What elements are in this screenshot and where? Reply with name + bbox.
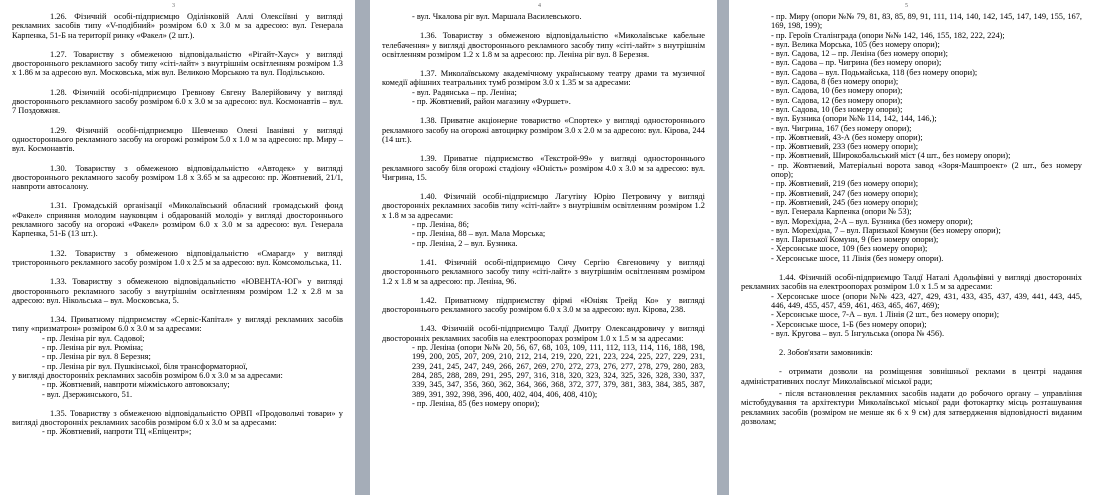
decision-item (382, 12, 705, 21)
decision-item: 1.38. Приватне акціонерне товариство «Спортек» у вигляді одностороннього рекламного засобу на огорожі автоцирку розміром 3.0 х 2.0 м за адресою: вул. Кірова, 244 (14 шт.). (382, 116, 705, 144)
address-line: - пр. Жовтневий, 43-А (без номеру опори); (771, 132, 923, 142)
item-continuation: у вигляді двосторонніх рекламних засобів розміром 6.0 х 3.0 м за адресами: (12, 370, 283, 380)
address-line: - Херсонське шосе, 1-Б (без номеру опори); (771, 319, 927, 329)
decision-item: 1.36. Товариству з обмеженою відповідальністю «Миколаївське кабельне телебачення» у вигляді двостороннього рекламного засобу типу «сіті-лайт» з внутрішнім освітленням розміром 1.2 х 1.8 м за адресою: пр. Леніна ріг вул. 8 Березня. (382, 31, 705, 59)
page-number: 3 (172, 3, 175, 9)
page-number: 5 (905, 3, 908, 9)
address-line: - пр. Жовтневий, 219 (без номеру опори); (771, 179, 919, 189)
decision-item: - після встановлення рекламних засобів надати до робочого органу – управління містобудування та архітектури Миколаївської міської ради фотокартку місць розташування рекламних засобів (розміром не менше як 6 х 9 см) для затвердження відповідності виданим дозволам; (741, 388, 1082, 426)
address-line: - вул. Чигрина, 167 (без номеру опори); (771, 123, 912, 133)
decision-item: 1.43. Фізичній особі-підприємцю Талдї Дмитру Олександровичу у вигляді двосторонніх рекламних засобів на електроопорах розміром 1.0 х 1.5 м за адресами: - пр. Леніна (опори №№ 20, 56, 67, 68, 103, 109, 111, 112, 113, 114, 116, 188, 198, 199, 200, 205, 207, 209, 210, 212, 214, 219, 220, 221, 223, 224, 225, 227, 229, 231, 239, 241, 245, 247, 249, 266, 267, 269, 270, 272, 273, 276, 277, 278, 279, 280, 283, 284, 285, 288, 289, 291, 295, 297, 316, 318, 320, 323, 324, 325, 326, 328, 330, 337, 339, 345, 347, 356, 360, 362, 364, 366, 368, 372, 377, 379, 381, 383, 384, 385, 387, 389, 391, 392, 398, 396, 400, 402, 404, 406, 408, 410); - пр. Леніна, 85 (без номеру опори); (382, 324, 705, 408)
decision-item: 1.42. Приватному підприємству фірмі «Юніяк Трейд Ко» у вигляді двостороннього рекламного засобу розміром 6.0 х 3.0 м за адресою: вул. Кірова, 238. (382, 295, 705, 315)
decision-item: 1.27. Товариству з обмеженою відповідальністю «Рігайт-Хаус» у вигляді двостороннього рекламного засобу типу «сіті-лайт» з внутрішнім освітленням розміром 1.3 х 1.86 м за адресою вул. Московська, між вул. Великою Морською та вул. Подільською. (12, 49, 343, 78)
address-line: - пр. Леніна ріг вул. Рюміна; (42, 343, 144, 353)
address-line: - пр. Леніна (опори №№ 20, 56, 67, 68, 103, 109, 111, 112, 113, 114, 116, 188, 198, 199, 200, 205, 207, 209, 210, 212, 214, 219, 220, 221, 223, 224, 225, 227, 229, 231, 239, 241, 245, 247, 249, 266, 267, 269, 270, 272, 273, 276, 277, 278, 279, 280, 283, 284, 285, 288, 289, 291, 295, 297, 316, 318, 320, 323, 324, 325, 326, 328, 330, 337, 339, 345, 347, 356, 360, 362, 364, 366, 368, 372, 377, 379, 381, 383, 384, 385, 387, 389, 391, 392, 398, 396, 400, 402, 404, 406, 408, 410); (412, 343, 705, 399)
decision-item: 1.30. Товариству з обмеженою відповідальністю «Автодек» у вигляді двостороннього рекламного засобу розміром 1.8 х 3.65 м за адресою: пр. Жовтневий, 21/1, навпроти автосалону. (12, 163, 343, 192)
decision-item: 1.26. Фізичній особі-підприємцю Оділінковій Аллі Олексіївні у вигляді рекламних засобів типу «V-подібний» розміром 6.0 х 3.0 м за адресою: вул. Генерала Карпенка, 51-Б на території ринку «Факел» (2 шт.). (12, 12, 343, 40)
address-line: - пр. Леніна ріг вул. Садової; (42, 333, 145, 343)
address-line: - пр. Героїв Сталінграда (опори №№ 142, 146, 155, 182, 222, 224); (771, 30, 1005, 40)
decision-item: 1.44. Фізичній особі-підприємцю Талдї Наталі Адольфівні у вигляді двосторонніх рекламних засобів на електроопорах розміром 1.0 х 1.5 м за адресами: - Херсонське шосе (опори №№ 423, 427, 429, 431, 433, 435, 437, 439, 441, 443, 445, 446, 449, 455, 457, 459, 461, 463, 465, 467, 469); - Херсонське шосе, 7-А – вул. 1 Лінія (2 шт., без номеру опори); - Херсонське шосе, 1-Б (без номеру опори); - вул. Кругова – вул. 5 Інгульська (опора № 456). (741, 273, 1082, 338)
address-line: - пр. Жовтневий, 245 (без номеру опори); (771, 197, 919, 207)
decision-item: 1.35. Товариству з обмеженою відповідальністю ОРВП «Продовольчі товари» у вигляді двосторонніх рекламних засобів розміром 6.0 х 3.0 м за адресами: - пр. Жовтневий, напроти ТЦ «Епіцентр»; (12, 408, 343, 437)
address-line: - вул. Садова – вул. Подьмайська, 118 (без номеру опори); (771, 67, 978, 77)
address-line: - пр. Леніна, 88 – вул. Мала Морська; (412, 229, 546, 239)
address-line: - пр. Жовтневий, Широкобальський міст (4 шт., без номеру опори); (771, 151, 1011, 161)
address-line: - пр. Леніна, 85 (без номеру опори); (412, 398, 540, 408)
decision-item: 2. Зобов'язати замовників: (779, 348, 873, 358)
document-page-3 (729, 0, 1094, 495)
decision-item: 1.34. Приватному підприємству «Сервіс-Капітал» у вигляді рекламних засобів типу «призматрон» розміром 6.0 х 3.0 м за адресами: - пр. Леніна ріг вул. Садової; - пр. Леніна ріг вул. Рюміна; - пр. Леніна ріг вул. 8 Березня; - пр. Леніна ріг вул. Пушкінської, біля трансформаторної, у вигляді двосторонніх рекламних засобів розміром 6.0 х 3.0 м за адресами: - пр. Жовтневий, навпроти міжміського автовокзалу; - вул. Дзержинського, 51. (12, 315, 343, 399)
address-line: - пр. Жовтневий, район магазину «Фуршет». (412, 97, 571, 107)
address-line: - вул. Садова, 8 (без номеру опори); (771, 77, 899, 87)
decision-item: 1.40. Фізичній особі-підприємцю Лагутіну Юрію Петровичу у вигляді двосторонніх рекламних засобів типу «сіті-лайт» з внутрішнім освітленням розміром 1.2 х 1.8 м за адресами: - пр. Леніна, 86; - пр. Леніна, 88 – вул. Мала Морська; - пр. Леніна, 2 – вул. Бузника. (382, 192, 705, 248)
address-line: - Херсонське шосе, 11 Лінія (без номеру опори). (771, 253, 944, 263)
decision-item: 1.41. Фізичній особі-підприємцю Сичу Сергію Євгеновичу у вигляді двостороннього рекламного засобу типу «сіті-лайт» з внутрішнім освітленням розміром 1.2 х 1.8 м за адресою: пр. Леніна, 96. (382, 257, 705, 286)
address-line: - вул. Садова, 12 – пр. Леніна (без номеру опори); (771, 49, 948, 59)
address-line: - пр. Жовтневий, 247 (без номеру опори); (771, 188, 919, 198)
decision-item: 1.29. Фізичній особі-підприємцю Шевченко Олені Іванівні у вигляді одностороннього рекламного засобу на огорожі розміром 5.0 х 1.0 м за адресою: пр. Миру – вул. Космонавтів. (12, 125, 343, 154)
address-line: - вул. Садова, 10 (без номеру опори); (771, 86, 903, 96)
address-line: - Херсонське шосе, 7-А – вул. 1 Лінія (2 шт., без номеру опори); (771, 310, 1000, 320)
address-line: - пр. Леніна, 2 – вул. Бузника. (412, 238, 518, 248)
address-line: - вул. Кругова – вул. 5 Інгульська (опора № 456). (771, 328, 945, 338)
address-line: - Херсонське шосе (опори №№ 423, 427, 429, 431, 433, 435, 437, 439, 441, 443, 445, 446, 449, 455, 457, 459, 461, 463, 465, 467, 469); (771, 291, 1082, 310)
address-line: - вул. Дзержинського, 51. (42, 389, 133, 399)
address-line: - вул. Паризької Комуни, 9 (без номеру опори); (771, 235, 939, 245)
decision-item: 1.37. Миколаївському академічному українському театру драми та музичної комедії афішних театральних тумб розміром 3.0 х 1.35 м за адресами: - вул. Радянська – пр. Леніна; - пр. Жовтневий, район магазину «Фуршет». (382, 69, 705, 107)
address-line: - вул. Садова, 12 (без номеру опори); (771, 95, 903, 105)
document-page-2 (370, 0, 717, 495)
address-line: - пр. Леніна, 86; (412, 220, 469, 230)
decision-item: 1.28. Фізичній особі-підприємцю Гревнову Євгену Валерійовичу у вигляді двостороннього рекламного засобу розміром 6.0 х 3.0 м за адресою: вул. Космонавтів – вул. 7 Поздовжня. (12, 87, 343, 116)
decision-item: 1.32. Товариству з обмеженою відповідальністю «Смарагд» у вигляді тристороннього рекламного засобу розміром 1.0 х 2.5 м за адресою: вул. Комсомольська, 11. (12, 248, 343, 267)
address-line: - вул. Чкалова ріг вул. Маршала Василевського. (412, 12, 582, 21)
address-line: - пр. Жовтневий, навпроти міжміського автовокзалу; (42, 380, 230, 390)
address-line: - пр. Миру (опори №№ 79, 81, 83, 85, 89, 91, 111, 114, 140, 142, 145, 147, 149, 155, 167, 169, 198, 199); (771, 12, 1082, 31)
address-line: - вул. Велика Морська, 105 (без номеру опори); (771, 39, 940, 49)
address-line: - пр. Жовтневий, 233 (без номеру опори); (771, 142, 919, 152)
address-line: - Херсонське шосе, 109 (без номеру опори); (771, 244, 928, 254)
address-line: - вул. Генерала Карпенка (опори № 53); (771, 207, 912, 217)
address-line: - вул. Морехідна, 7 – вул. Паризької Комуни (без номеру опори); (771, 225, 1001, 235)
address-line: - вул. Морехідна, 2-А – вул. Бузника (без номеру опори); (771, 216, 973, 226)
decision-item: 1.31. Громадській організації «Миколаївський обласний громадський фонд «Факел» сприяння молодим науковцям і обдарованій молоді» у вигляді двостороннього рекламного засобу на огорожі «Факел» розміром 6.0 х 3.0 м за адресою: вул. Генерала Карпенка, 51-Б (13 шт.). (12, 201, 343, 239)
decision-item: - отримати дозволи на розміщення зовнішньої реклами в центрі надання адміністративних послуг Миколаївської міської ради; (741, 367, 1082, 386)
address-line: - пр. Жовтневий, Матеріальні ворота завод «Зоря-Машпроект» (2 шт., без номеру опор); (771, 160, 1082, 180)
address-line: - пр. Леніна ріг вул. Пушкінської, біля трансформаторної, (42, 361, 248, 371)
address-line: - вул. Бузника (опори №№ 114, 142, 144, 146,); (771, 114, 937, 124)
address-line: - вул. Радянська – пр. Леніна; (412, 87, 517, 97)
decision-item: 1.39. Приватне підприємство «Текстрой-99» у вигляді одностороннього рекламного засобу біля огорожі стадіону «Юність» розміром 4.0 х 3.0 м за адресою: вул. Чигрина, 15. (382, 154, 705, 182)
page-number: 4 (538, 3, 541, 9)
address-line: - пр. Жовтневий, напроти ТЦ «Епіцентр»; (42, 427, 192, 437)
decision-item (741, 12, 1082, 263)
address-line: - вул. Садова – пр. Чигрина (без номеру опори); (771, 58, 942, 68)
decision-item: 1.33. Товариству з обмеженою відповідальністю «ЮВЕНТА-ЮГ» у вигляді двостороннього рекламного засобу з внутрішнім освітленням розміром 1.2 х 2.8 м за адресою: вул. Нікольська – вул. Московська, 5. (12, 277, 343, 305)
address-line: - пр. Леніна ріг вул. 8 Березня; (42, 352, 151, 362)
document-page-1 (0, 0, 355, 495)
address-line: - вул. Садова, 10 (без номеру опори); (771, 104, 903, 114)
